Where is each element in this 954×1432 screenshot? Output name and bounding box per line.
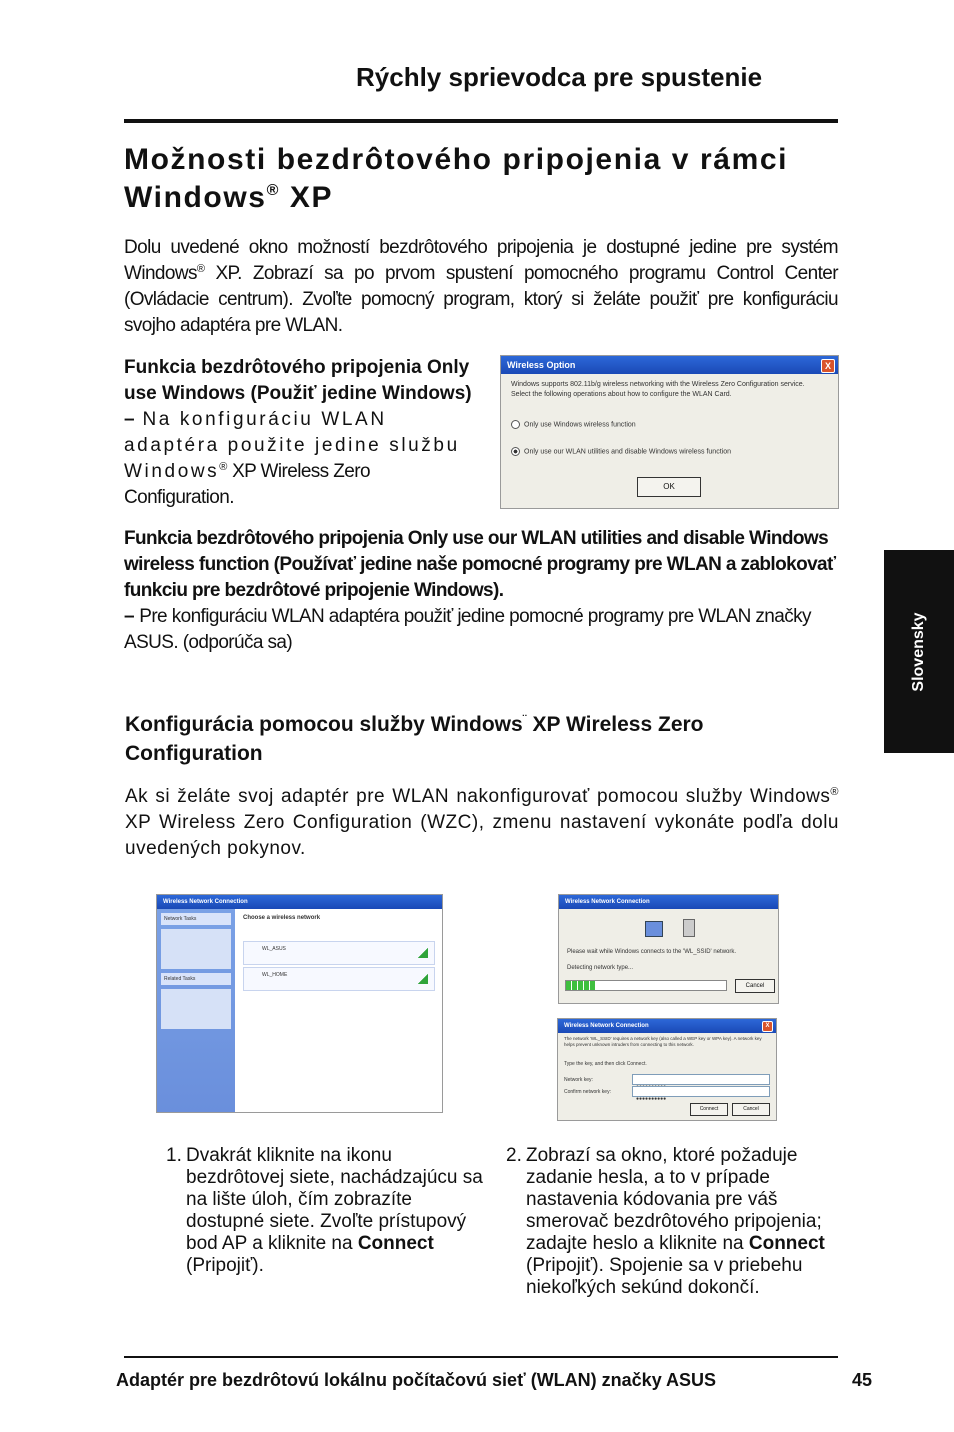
key-prompt: Type the key, and then click Connect. (564, 1061, 647, 1067)
dialog-titlebar (501, 356, 838, 374)
registered-mark: ® (830, 786, 839, 798)
option1-paragraph (124, 355, 479, 511)
intro-text-1: Dolu uvedené okno možností bezdrôtového pripojenia je dostupné jedine pre systém Windows (124, 237, 838, 284)
option2-text: Pre konfiguráciu WLAN adaptéra použiť jedine pomocné programy pre WLAN značky ASUS. (odporúča sa) (124, 606, 811, 653)
confirm-key-value: ●●●●●●●●●● (636, 1096, 667, 1102)
confirm-key-input[interactable] (632, 1086, 770, 1102)
connecting-dialog-screenshot (558, 894, 779, 1004)
language-tab-label: Slovensky (910, 611, 927, 692)
step-2-body (526, 1145, 844, 1299)
signal-icon (418, 974, 428, 984)
network-key-label: Network key: (564, 1077, 593, 1083)
page-title (124, 141, 840, 217)
intro-text-2: XP. Zobrazí sa po prvom spustení pomocného programu Control Center (Ovládacie centrum). Zvoľte pomocný program, ktorý si želáte použiť pre konfiguráciu svojho adaptéra pre WLAN. (124, 263, 838, 336)
language-tab (884, 550, 954, 753)
network-name-2: WL_HOME (262, 972, 288, 978)
close-icon[interactable]: X (821, 359, 835, 373)
progress-bar (565, 980, 727, 991)
footer-rule (124, 1356, 838, 1358)
page-title-line2-end: XP (279, 181, 334, 214)
option-windows-label: Only use Windows wireless function (524, 421, 636, 429)
option1-text-2: XP Wireless Zero Configuration. (124, 461, 370, 508)
connecting-status: Detecting network type... (567, 965, 634, 971)
header-title: Rýchly sprievodca pre spustenie (356, 62, 763, 92)
connect-button[interactable]: Connect (690, 1103, 728, 1116)
registered-mark: ® (219, 461, 228, 473)
step-1-number: 1. (166, 1145, 182, 1166)
section-heading-text-2: XP Wireless Zero Configuration (125, 713, 704, 765)
confirm-key-label: Confirm network key: (564, 1089, 611, 1095)
key-description: The network 'WL_SSID' requires a network key (also called a WEP key or WPA key). A network key helps prevent unknown intruders from connecting to this network. (564, 1036, 762, 1047)
step-2-connect: Connect (748, 1233, 825, 1254)
option2-dash: – (124, 606, 135, 627)
computer-icon (645, 921, 663, 937)
wireless-option-dialog (500, 355, 839, 509)
task-header-related: Related Tasks (161, 973, 231, 985)
step-2-end: (Pripojiť). Spojenie sa v priebehu niekoľkých sekúnd dokončí. (526, 1255, 803, 1298)
ok-button[interactable]: OK (637, 477, 701, 497)
network-name-1: WL_ASUS (262, 946, 286, 952)
dialog-titlebar (559, 895, 778, 909)
section-text-1: Ak si želáte svoj adaptér pre WLAN nakonfigurovať pomocou služby Windows (125, 786, 831, 807)
cancel-button[interactable]: Cancel (732, 1103, 770, 1116)
task-pane (157, 909, 235, 1112)
progress-fill (566, 981, 595, 990)
dialog-title: Wireless Network Connection (564, 1023, 649, 1029)
section-text-2: XP Wireless Zero Configuration (WZC), zmenu nastavení vykonáte podľa dolu uvedených pokynov. (125, 812, 839, 859)
step-2-number: 2. (506, 1145, 522, 1166)
network-item-1[interactable] (243, 941, 435, 965)
network-item-2[interactable] (243, 967, 435, 991)
related-task-list (161, 989, 231, 1029)
close-icon[interactable]: X (762, 1021, 773, 1032)
option-utilities-label: Only use our WLAN utilities and disable Windows wireless function (524, 448, 731, 456)
section-paragraph (125, 784, 839, 862)
step-1-connect: Connect (357, 1233, 434, 1254)
step-1-text: Dvakrát kliknite na ikonu bezdrôtovej siete, nachádzajúcu sa na lište úloh, čím zobrazíte dostupné siete. Zvoľte prístupový bod AP a kliknite na (186, 1145, 483, 1254)
intro-paragraph (124, 235, 838, 339)
option2-paragraph (124, 526, 838, 656)
option1-label: Funkcia bezdrôtového pripojenia Only use Windows (Použiť jedine Windows) – (124, 357, 472, 430)
heading-mark: ¨ (522, 712, 527, 726)
section-heading-text-1: Konfigurácia pomocou služby Windows (125, 713, 523, 736)
network-key-dialog-screenshot (557, 1018, 777, 1121)
step-2-text: Zobrazí sa okno, ktoré požaduje zadanie hesla, a to v prípade nastavenia kódovania pre váš smerovač bezdrôtového pripojenia; zadajte heslo a kliknite na (526, 1145, 822, 1254)
option-utilities-radio[interactable] (511, 447, 731, 457)
radio-icon (511, 420, 520, 429)
network-key-input[interactable] (632, 1074, 770, 1085)
section-heading (125, 705, 840, 768)
network-list-screenshot (156, 894, 443, 1113)
option2-label: Funkcia bezdrôtového pripojenia Only use our WLAN utilities and disable Windows wireless function (Používať jedine naše pomocné programy pre WLAN a zablokovať funkciu pre bezdrôtové pripojenie Windows). (124, 528, 836, 601)
step-1-body (186, 1145, 486, 1277)
window-titlebar (157, 895, 442, 909)
option-windows-radio[interactable] (511, 420, 636, 430)
dialog-title: Wireless Network Connection (565, 899, 650, 905)
signal-icon (418, 948, 428, 958)
network-icon (683, 919, 695, 937)
step-1-end: (Pripojiť). (186, 1255, 264, 1276)
step-1 (166, 1145, 486, 1277)
dialog-title: Wireless Option (507, 360, 576, 370)
option1-text-1: Na konfiguráciu WLAN adaptéra použite jedine službu Windows (124, 409, 460, 482)
dialog-description: Windows supports 802.11b/g wireless networking with the Wireless Zero Configuration service. Select the following operations about how to configure the WLAN Card. (511, 381, 805, 398)
network-list-heading: Choose a wireless network (243, 915, 321, 921)
registered-mark: ® (266, 182, 280, 199)
cancel-button[interactable]: Cancel (735, 979, 775, 993)
step-2 (506, 1145, 844, 1299)
footer-text: Adaptér pre bezdrôtovú lokálnu počítačovú sieť (WLAN) značky ASUS (116, 1370, 717, 1390)
connecting-message: Please wait while Windows connects to the 'WL_SSID' network. (567, 949, 737, 955)
page-title-line2: Windows (124, 181, 267, 214)
radio-selected-icon (511, 447, 520, 456)
page-number: 45 (852, 1370, 873, 1390)
header-rule (124, 119, 838, 123)
page-title-line1: Možnosti bezdrôtového pripojenia v rámci (124, 143, 789, 176)
dialog-titlebar (558, 1019, 776, 1033)
registered-mark: ® (196, 263, 205, 275)
window-title: Wireless Network Connection (163, 899, 248, 905)
task-header-network: Network Tasks (161, 913, 231, 925)
task-list (161, 929, 231, 969)
